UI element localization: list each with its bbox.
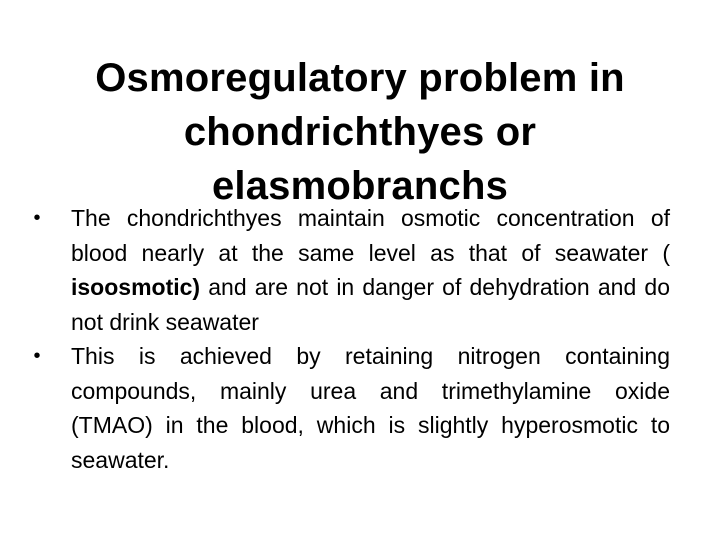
bullet-2-text: This is achieved by retaining nitrogen containing compounds, mainly urea and trimethylamine oxide (TMAO) in the blood, which is slightly hyperosmotic to seawater.	[71, 343, 670, 473]
title-line-2: chondrichthyes or	[183, 109, 537, 154]
bullet-item-1	[30, 201, 670, 339]
bullet-dot-icon: •	[33, 345, 41, 367]
bullet-1-text-end: and are not in danger of dehydration and do not drink seawater	[71, 274, 670, 335]
bullet-dot-icon: •	[33, 207, 41, 229]
title-line-1: Osmoregulatory problem in	[95, 55, 625, 100]
title-line-3: elasmobranchs	[211, 163, 509, 208]
bullet-1-text: The chondrichthyes maintain osmotic concentration of blood nearly at the same level as that of seawater (	[71, 205, 670, 266]
bullet-item-2	[30, 339, 670, 477]
slide-title	[40, 51, 680, 213]
bullet-list	[30, 201, 670, 477]
bullet-1-bold-term: isoosmotic)	[71, 274, 201, 300]
